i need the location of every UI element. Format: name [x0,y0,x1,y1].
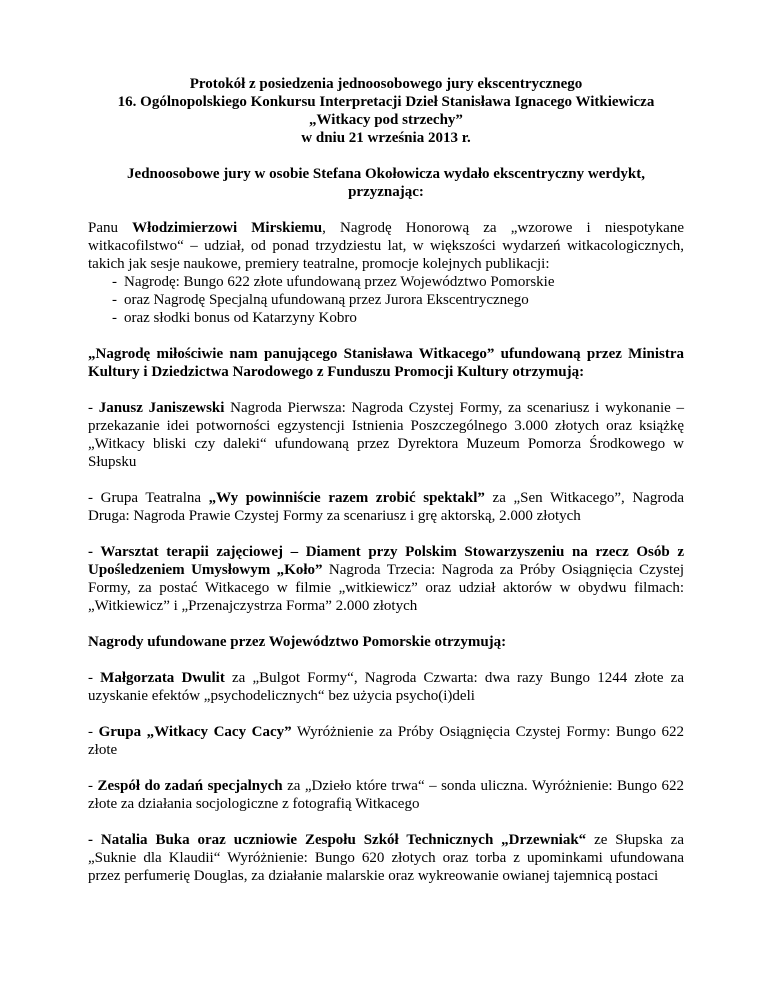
dash-marker: - [112,274,117,290]
award-first [88,399,684,471]
list-item [88,291,684,309]
dash-marker: - [112,310,117,326]
award-distinction-team-recipient: Zespół do zadań specjalnych [97,778,283,794]
honor-prize-list [88,273,684,327]
honor-prize-item: oraz Nagrodę Specjalną ufundowaną przez Jurora Ekscentrycznego [124,292,529,308]
award-distinction-students-recipient: - Natalia Buka oraz uczniowie Zespołu Szkół Technicznych „Drzewniak“ [88,832,587,848]
award-second-prefix: - Grupa Teatralna [88,490,209,506]
award-fourth-prefix: - [88,670,101,686]
award-distinction-team-prefix: - [88,778,98,794]
honor-prize-item: Nagrodę: Bungo 622 złote ufundowaną przez Województwo Pomorskie [124,274,555,290]
award-distinction-team [88,777,684,813]
award-fourth [88,669,684,705]
honor-recipient: Włodzimierzowi Mirskiemu [132,220,323,236]
award-third-description: Nagroda Trzecia: Nagroda za Próby Osiągnięcia Czystej Formy, za postać Witkacego w filmie „witkiewicz” oraz udział aktorów w obydwu filmach: „Witkiewicz” i „Przenajczystrza Forma” 2.000 złotych [88,562,685,614]
honor-award-paragraph [88,219,684,273]
jury-intro-line-2: przyznając: [348,184,424,200]
award-first-description: Nagroda Pierwsza: Nagroda Czystej Formy, za scenariusz i wykonanie – przekazanie idei potworności egzystencji Istnienia Poszczególnego 3.000 złotych oraz książkę „Witkacy bliski czy daleki“ ufundowaną przez Dyrektora Muzeum Pomorza Środkowego w Słupsku [88,400,684,470]
award-third-recipient: - Warsztat terapii zajęciowej – Diament przy Polskim Stowarzyszeniu na rzecz Osób z Upośledzeniem Umysłowym „Koło” [88,544,684,578]
award-first-recipient: Janusz Janiszewski [98,400,225,416]
jury-intro [88,165,684,201]
award-second [88,489,684,525]
award-distinction-group [88,723,684,759]
award-distinction-team-description: za „Dzieło które trwa“ – sonda uliczna. Wyróżnienie: Bungo 622 złote za działania socjologiczne z fotografią Witkacego [88,778,685,812]
document-title [88,75,684,147]
award-second-recipient: „Wy powinniście razem zrobić spektakl” [208,490,485,506]
title-line-4: w dniu 21 września 2013 r. [301,130,471,146]
title-line-2: 16. Ogólnopolskiego Konkursu Interpretacji Dzieł Stanisława Ignacego Witkiewicza [117,94,655,110]
award-fourth-recipient: Małgorzata Dwulit [100,670,225,686]
pomorskie-section-heading: Nagrody ufundowane przez Województwo Pomorskie otrzymują: [88,634,507,650]
list-item [88,309,684,327]
minister-section-heading: „Nagrodę miłościwie nam panującego Stanisława Witkacego” ufundowaną przez Ministra Kultury i Dziedzictwa Narodowego z Funduszu Promocji Kultury otrzymują: [88,346,684,380]
award-second-description: za „Sen Witkacego”, Nagroda Druga: Nagroda Prawie Czystej Formy za scenariusz i grę aktorską, 2.000 złotych [88,490,684,524]
award-distinction-students-description: ze Słupska za „Suknie dla Klaudii“ Wyróżnienie: Bungo 620 złotych oraz torba z upominkami ufundowana przez perfumerię Douglas, za działanie malarskie oraz wykreowanie owianej tajemnicą postaci [88,832,684,884]
title-line-1: Protokół z posiedzenia jednoosobowego jury ekscentrycznego [189,76,583,92]
award-fourth-description: za „Bulgot Formy“, Nagroda Czwarta: dwa razy Bungo 1244 złote za uzyskanie efektów „psychodelicznych“ bez użycia psycho(i)deli [88,670,684,704]
list-item [88,273,684,291]
title-line-3: „Witkacy pod strzechy” [309,112,463,128]
honor-prize-item: oraz słodki bonus od Katarzyny Kobro [124,310,357,326]
award-distinction-group-description: Wyróżnienie za Próby Osiągnięcia Czystej Formy: Bungo 622 złote [88,724,684,758]
honor-prefix: Panu [88,220,133,236]
award-distinction-students [88,831,684,885]
dash-marker: - [112,292,117,308]
award-distinction-group-prefix: - [88,724,99,740]
award-first-prefix: - [88,400,99,416]
award-distinction-group-recipient: Grupa „Witkacy Cacy Cacy” [98,724,292,740]
honor-description: , Nagrodę Honorową za „wzorowe i niespotykane witkacofilstwo“ – udział, od ponad trzydziestu lat, w większości wydarzeń witkacologicznych, takich jak sesje naukowe, premiery teatralne, promocje kolejnych publikacji: [88,220,684,272]
jury-intro-line-1: Jednoosobowe jury w osobie Stefana Okołowicza wydało ekscentryczny werdykt, [127,166,645,182]
award-third [88,543,684,615]
